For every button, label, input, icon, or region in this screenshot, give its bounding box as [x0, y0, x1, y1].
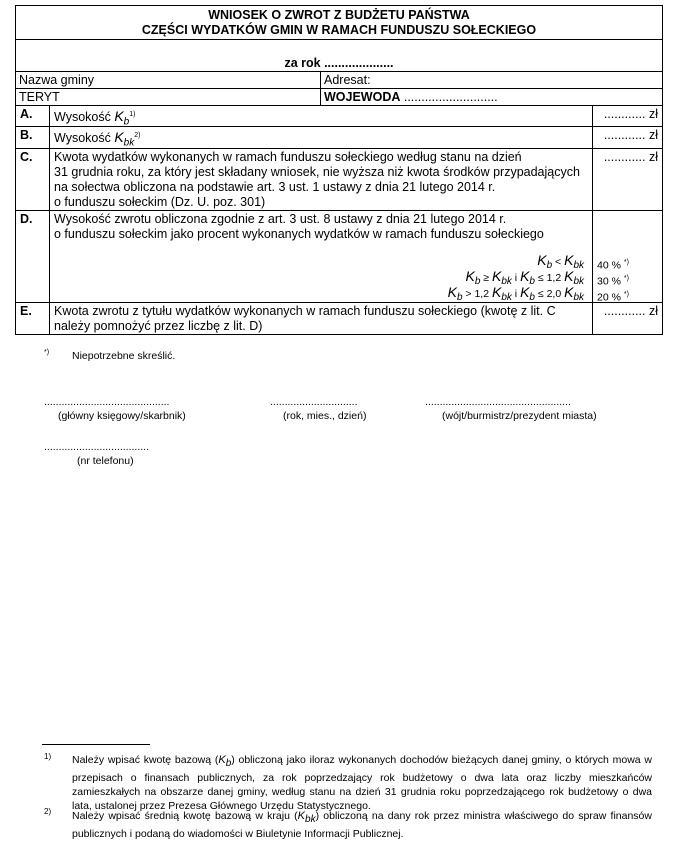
row-d — [15, 211, 663, 303]
percent-20[interactable] — [597, 287, 629, 306]
cond3-sub-b: b — [456, 292, 463, 304]
cond2-relation-2: ≤ — [534, 272, 547, 284]
row-a-sub: b — [123, 116, 130, 128]
footnote-1-sub: b — [225, 758, 232, 770]
year-row — [15, 40, 663, 72]
percent-20-value: 20 % — [597, 291, 621, 304]
cond2-k-a: K — [465, 268, 475, 284]
row-d-text — [50, 211, 592, 302]
row-b-label: Wysokość — [54, 131, 111, 146]
cond2-sub-b2: b — [529, 276, 535, 288]
gmina-row — [15, 72, 663, 89]
row-b-amount[interactable]: ............ zł — [592, 127, 662, 148]
cond1-k-b: K — [564, 252, 574, 268]
row-a-footnote-ref: 1) — [129, 111, 136, 118]
footnote-2-k: K — [297, 810, 306, 822]
row-d-percent-cell — [592, 211, 662, 302]
row-a-text — [50, 106, 592, 126]
footnote-2-mark: 2) — [44, 807, 52, 816]
cond2-and: i — [511, 272, 521, 284]
row-e-line-1: Kwota zwrotu z tytułu wydatków wykonanych w ramach funduszu sołeckiego (kwotę z lit. C — [54, 304, 556, 318]
row-e — [15, 303, 663, 335]
cond3-k-c: K — [520, 284, 530, 300]
form-title — [15, 5, 663, 40]
row-c-text — [50, 149, 592, 210]
row-a-amount[interactable]: ............ zł — [592, 106, 662, 126]
cond3-k-b: K — [491, 284, 502, 300]
percent-40-value: 40 % — [597, 259, 621, 272]
signature-accountant-line[interactable]: ........................................... — [44, 396, 170, 408]
wojewoda-dots: ........................... — [400, 90, 498, 104]
row-e-amount[interactable]: ............ zł — [592, 303, 662, 334]
date-line[interactable]: .............................. — [270, 396, 358, 408]
cond1-sub-bk: bk — [573, 260, 584, 272]
footnote-1 — [72, 753, 652, 813]
cond3-k-a: K — [447, 284, 457, 300]
cond3-and: i — [511, 288, 521, 300]
teryt-field[interactable]: TERYT — [16, 89, 321, 105]
addressee-label: Adresat: — [324, 73, 371, 87]
cond2-sub-bk: bk — [501, 276, 512, 288]
row-b-footnote-ref: 2) — [134, 132, 141, 139]
title-line-2: CZĘŚCI WYDATKÓW GMIN W RAMACH FUNDUSZU SOŁECKIEGO — [141, 22, 537, 37]
footnote-2-text-a: Należy wpisać średnią kwotę bazową w kraju ( — [72, 810, 298, 822]
wojewoda-label: WOJEWODA — [324, 90, 401, 104]
cond3-sub-bk2: bk — [573, 292, 584, 304]
row-d-line-2: o funduszu sołeckim jako procent wykonanych wydatków w ramach funduszu sołeckiego — [54, 227, 544, 241]
signature-accountant-label: (główny księgowy/skarbnik) — [58, 410, 186, 422]
cond2-k-c: K — [520, 268, 530, 284]
percent-30-value: 30 % — [597, 275, 621, 288]
footnote-1-text-a: Należy wpisać kwotę bazową ( — [72, 754, 219, 766]
footnote-2 — [72, 809, 652, 841]
star-note-text: Niepotrzebne skreślić. — [72, 350, 176, 362]
title-line-1: WNIOSEK O ZWROT Z BUDŻETU PAŃSTWA — [208, 7, 470, 22]
cond2-relation: ≥ — [480, 272, 492, 284]
footnote-1-k: K — [218, 754, 226, 766]
row-b-sub: bk — [123, 137, 135, 149]
row-a-label: Wysokość — [54, 110, 111, 125]
cond3-sub-bk: bk — [501, 292, 512, 304]
footnote-2-text-b: ) obliczoną na dany rok przez ministra właściwego do spraw finansów publicznych i podaną do wiadomości w Biuletynie Informacji Publicznej. — [72, 810, 652, 841]
row-d-letter: D. — [16, 211, 50, 302]
row-a — [15, 106, 663, 127]
row-c-line-1: Kwota wydatków wykonanych w ramach funduszu sołeckiego według stanu na dzień — [54, 150, 522, 164]
signature-mayor-line[interactable]: .................................................. — [425, 396, 571, 408]
row-e-text — [50, 303, 592, 334]
row-b-letter: B. — [16, 127, 50, 148]
row-e-letter: E. — [16, 303, 50, 334]
row-c-amount[interactable]: ............ zł — [592, 149, 662, 210]
footnote-separator — [42, 744, 150, 745]
date-label: (rok, mies., dzień) — [283, 410, 367, 422]
percent-40-mark: *) — [623, 259, 629, 266]
phone-line[interactable]: .................................... — [44, 441, 150, 453]
row-c-letter: C. — [16, 149, 50, 210]
cond3-relation-2: ≤ 2,0 — [534, 288, 565, 300]
row-b — [15, 127, 663, 149]
percent-30-mark: *) — [623, 275, 629, 282]
percent-20-mark: *) — [623, 291, 629, 298]
application-form — [15, 5, 663, 335]
gmina-name-field[interactable]: Nazwa gminy — [16, 72, 321, 88]
cond1-sub-b: b — [546, 260, 553, 272]
star-note-mark: *) — [44, 349, 50, 356]
footnote-1-text-b: ) obliczoną jako iloraz wykonanych dochodów bieżących danej gminy, o których mowa w przepisach o finansach publicznych, za rok poprzedzający rok budżetowy o dwa lata oraz liczby mieszkańców zamieszkałych na obszarze danej gminy, według stanu na dzień 31 grudnia roku poprzedzającego rok budżetowy o dwa lata, ustalonej przez Prezesa Głównego Urzędu Statystycznego. — [72, 754, 652, 813]
cond2-value: 1,2 — [546, 272, 565, 284]
row-a-k: K — [114, 108, 124, 125]
cond2-k-b: K — [491, 268, 502, 284]
cond2-sub-b: b — [474, 276, 481, 288]
cond3-relation: > 1,2 — [462, 288, 492, 300]
row-e-line-2: należy pomnożyć przez liczbę z lit. D) — [54, 319, 263, 333]
cond3-k-d: K — [564, 284, 574, 300]
row-d-line-1: Wysokość zwrotu obliczona zgodnie z art. 3 ust. 8 ustawy z dnia 21 lutego 2014 r. — [54, 212, 507, 226]
row-a-letter: A. — [16, 106, 50, 126]
cond2-sub-bk2: bk — [573, 276, 584, 288]
footnote-2-sub: bk — [305, 814, 316, 826]
cond1-k-a: K — [537, 252, 547, 268]
year-field[interactable]: za rok .................... — [284, 56, 394, 70]
row-c-line-3: na sołectwa obliczona na podstawie art. 3 ust. 1 ustawy z dnia 21 lutego 2014 r. — [54, 180, 496, 194]
signature-mayor-label: (wójt/burmistrz/prezydent miasta) — [442, 410, 597, 422]
row-b-text — [50, 127, 592, 148]
wojewoda-field[interactable] — [321, 89, 662, 105]
cond3-sub-b2: b — [529, 292, 535, 304]
teryt-row — [15, 89, 663, 106]
footnote-1-mark: 1) — [44, 752, 52, 761]
cond1-relation: < — [552, 256, 565, 268]
row-c — [15, 149, 663, 211]
row-c-line-2: 31 grudnia roku, za który jest składany wniosek, nie wyższa niż kwota środków przypadających — [54, 165, 580, 179]
phone-label: (nr telefonu) — [77, 455, 134, 467]
row-b-k: K — [114, 129, 124, 146]
cond2-k-d: K — [564, 268, 574, 284]
row-c-line-4: o funduszu sołeckim (Dz. U. poz. 301) — [54, 195, 266, 209]
